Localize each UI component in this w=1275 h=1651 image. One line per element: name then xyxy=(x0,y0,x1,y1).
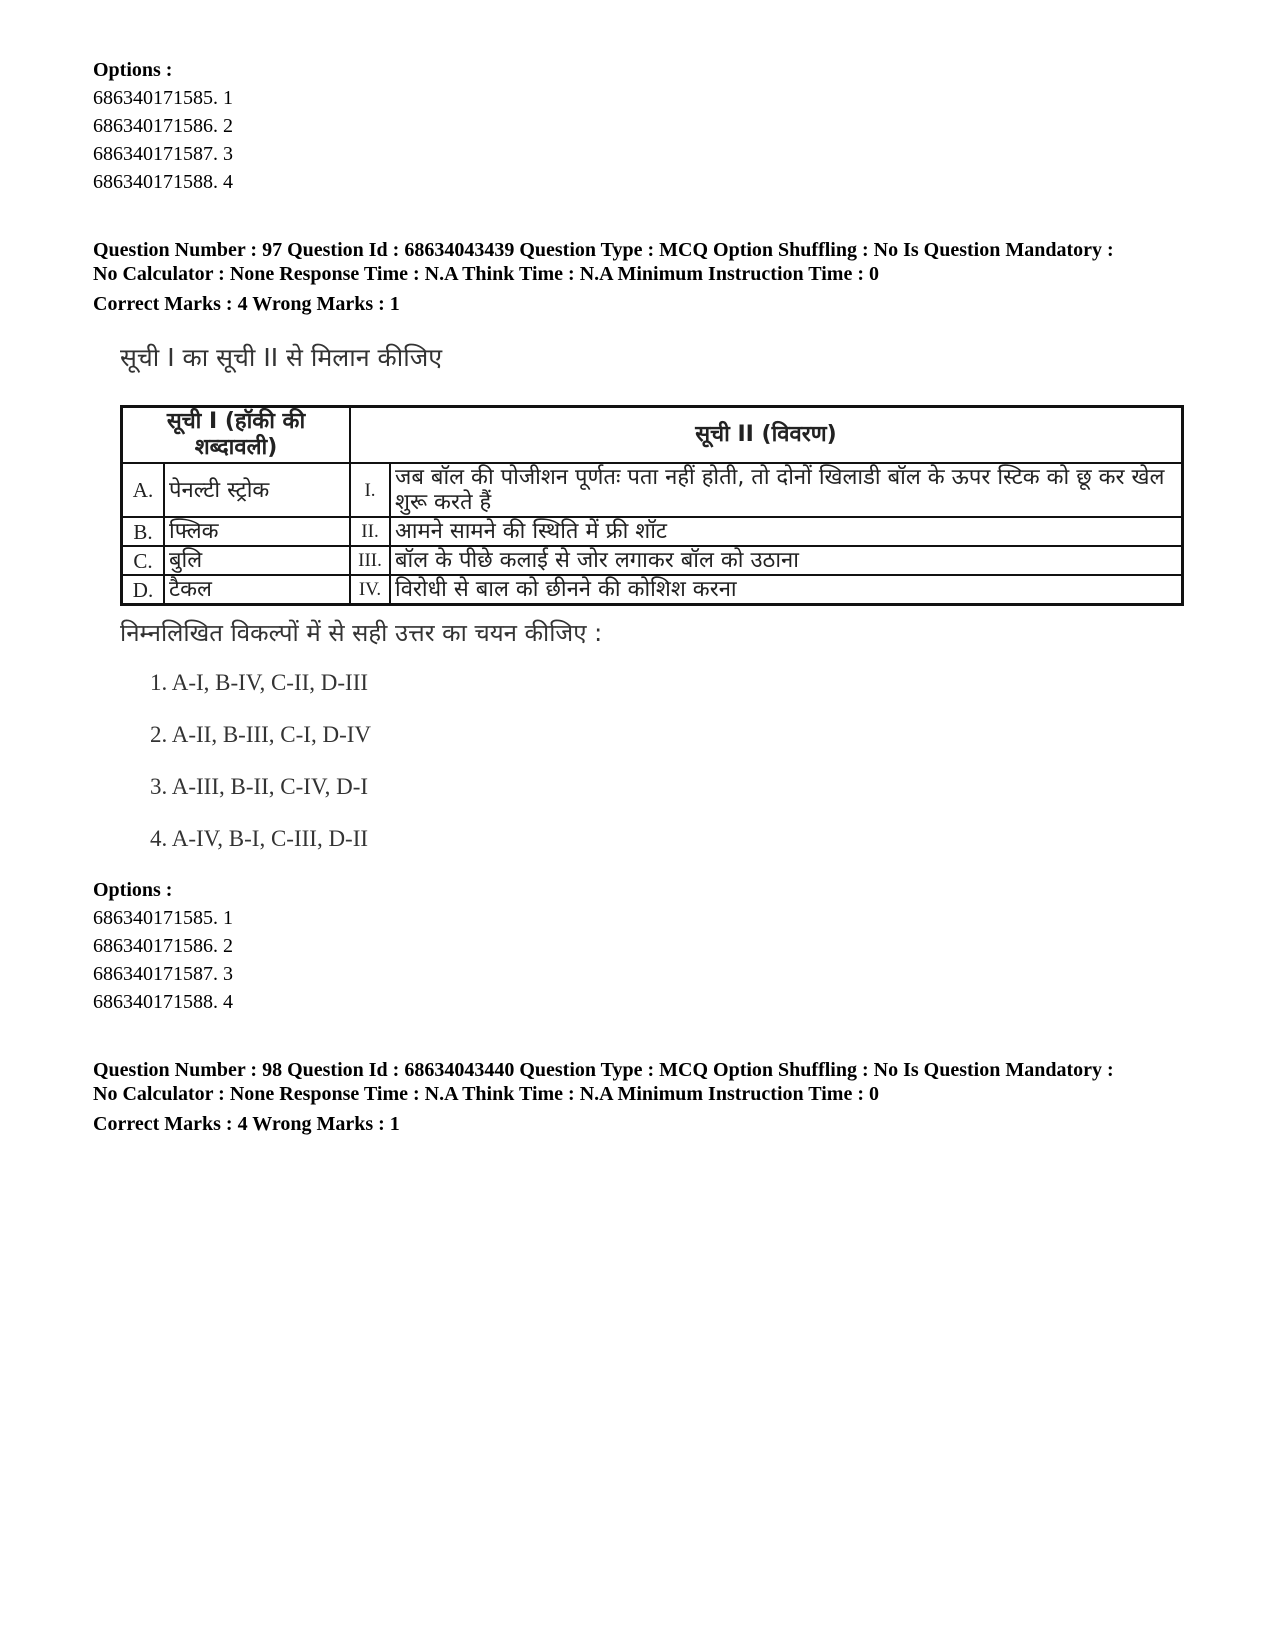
row-roman: I. xyxy=(350,463,390,517)
row-description: आमने सामने की स्थिति में फ्री शॉट xyxy=(390,517,1183,546)
row-roman: IV. xyxy=(350,575,390,605)
question-97-meta xyxy=(93,238,1203,286)
table-header-list-1: सूची I (हॉकी की शब्दावली) xyxy=(122,407,351,464)
question-meta-line: Question Number : 98 Question Id : 68634043440 Question Type : MCQ Option Shuffling : No Is Question Mandatory : xyxy=(93,1059,1114,1081)
options-heading: Options : xyxy=(93,879,173,901)
row-roman: III. xyxy=(350,546,390,575)
row-description: विरोधी से बाल को छीनने की कोशिश करना xyxy=(390,575,1183,605)
row-label: A. xyxy=(122,463,165,517)
answer-choice: 3. A-III, B-II, C-IV, D-I xyxy=(150,774,369,799)
options-block-97 xyxy=(93,876,233,1016)
table-header-list-2: सूची II (विवरण) xyxy=(350,407,1183,464)
question-97-marks: Correct Marks : 4 Wrong Marks : 1 xyxy=(93,293,400,315)
option-item: 686340171587. 3 xyxy=(93,963,233,985)
row-term: टैकल xyxy=(164,575,350,605)
row-term: फ्लिक xyxy=(164,517,350,546)
question-98-marks: Correct Marks : 4 Wrong Marks : 1 xyxy=(93,1113,400,1135)
option-item: 686340171586. 2 xyxy=(93,115,233,137)
table-row xyxy=(122,517,1183,546)
option-item: 686340171588. 4 xyxy=(93,171,233,193)
row-term: पेनल्टी स्ट्रोक xyxy=(164,463,350,517)
table-row xyxy=(122,546,1183,575)
row-description: जब बॉल की पोजीशन पूर्णतः पता नहीं होती, तो दोनों खिलाडी बॉल के ऊपर स्टिक को छू कर खेल शुरू करते हैं xyxy=(390,463,1183,517)
question-meta-line: No Calculator : None Response Time : N.A Think Time : N.A Minimum Instruction Time : 0 xyxy=(93,263,879,285)
option-item: 686340171587. 3 xyxy=(93,143,233,165)
option-item: 686340171585. 1 xyxy=(93,907,233,929)
table-row xyxy=(122,575,1183,605)
question-instruction: सूची I का सूची II से मिलान कीजिए xyxy=(120,343,443,372)
question-meta-line: No Calculator : None Response Time : N.A Think Time : N.A Minimum Instruction Time : 0 xyxy=(93,1083,879,1105)
answer-choice: 4. A-IV, B-I, C-III, D-II xyxy=(150,826,369,851)
option-item: 686340171585. 1 xyxy=(93,87,233,109)
question-meta-line: Question Number : 97 Question Id : 68634043439 Question Type : MCQ Option Shuffling : No Is Question Mandatory : xyxy=(93,239,1114,261)
table-row xyxy=(122,463,1183,517)
row-term: बुलि xyxy=(164,546,350,575)
option-item: 686340171588. 4 xyxy=(93,991,233,1013)
row-roman: II. xyxy=(350,517,390,546)
row-label: B. xyxy=(122,517,165,546)
options-block-top xyxy=(93,56,233,196)
row-description: बॉल के पीछे कलाई से जोर लगाकर बॉल को उठाना xyxy=(390,546,1183,575)
option-item: 686340171586. 2 xyxy=(93,935,233,957)
answer-choice: 1. A-I, B-IV, C-II, D-III xyxy=(150,670,369,695)
row-label: C. xyxy=(122,546,165,575)
options-heading: Options : xyxy=(93,59,173,81)
question-prompt: निम्नलिखित विकल्पों में से सही उत्तर का चयन कीजिए : xyxy=(120,619,603,647)
question-98-meta xyxy=(93,1058,1203,1106)
answer-choice: 2. A-II, B-III, C-I, D-IV xyxy=(150,722,371,747)
match-table xyxy=(120,405,1184,606)
row-label: D. xyxy=(122,575,165,605)
